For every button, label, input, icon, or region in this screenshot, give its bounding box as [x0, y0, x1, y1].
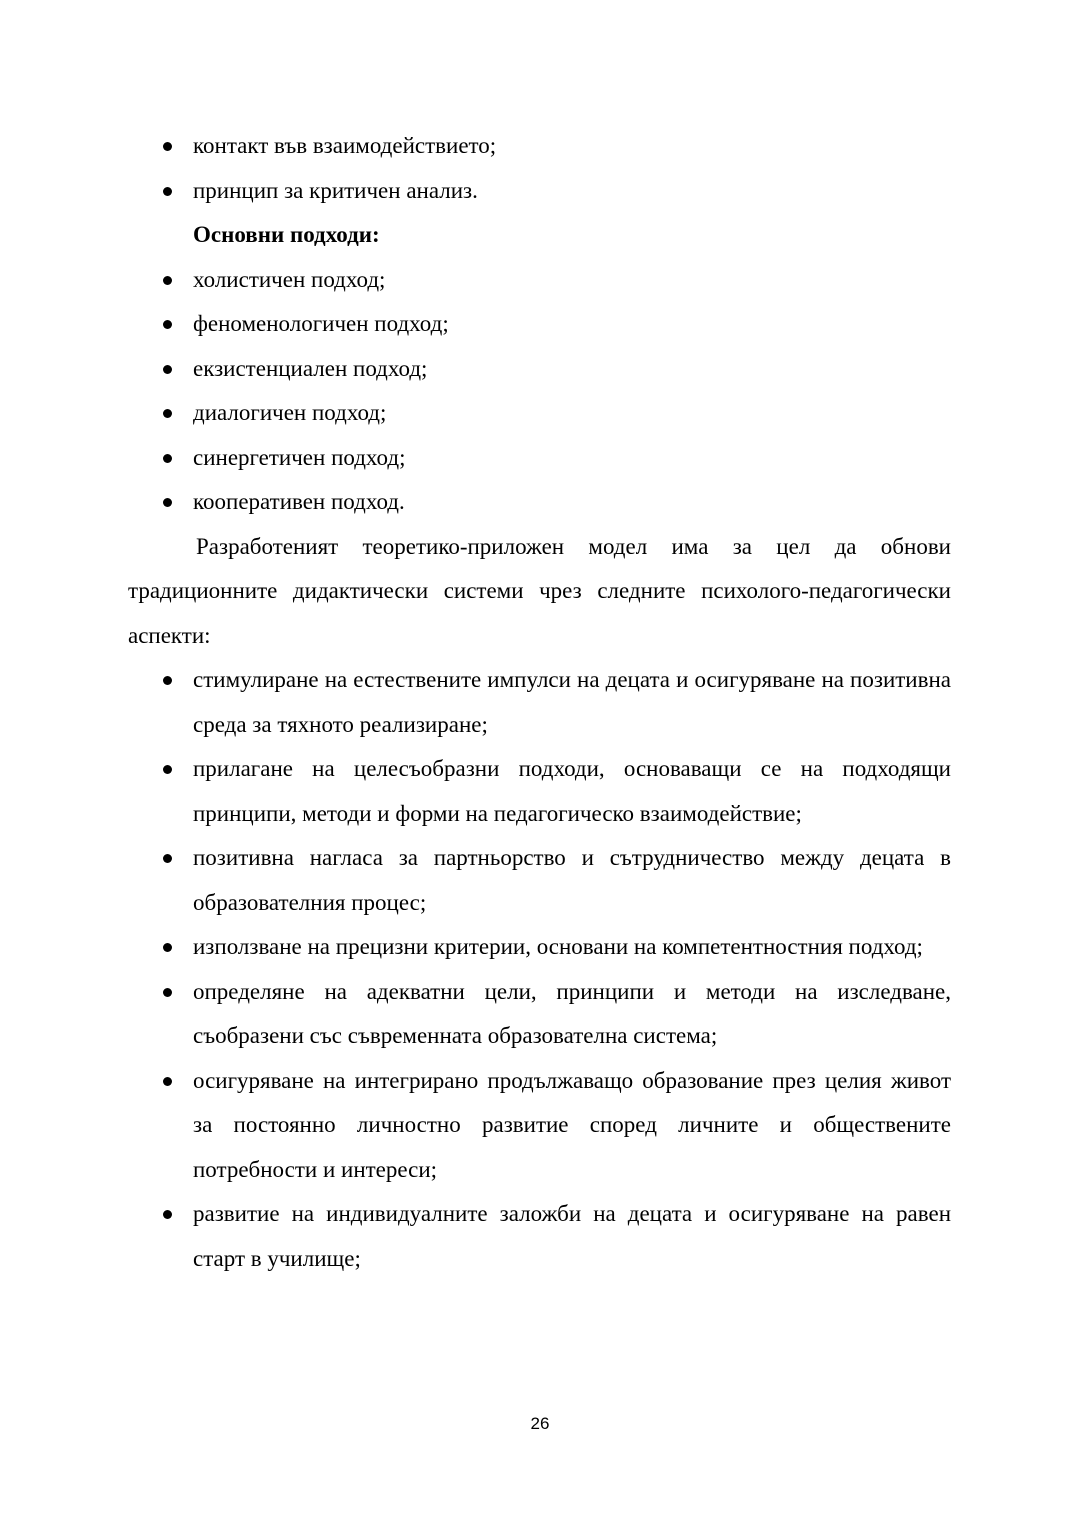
list-item	[128, 347, 951, 392]
list-item-text: синергетичен подход;	[193, 444, 406, 470]
list-item	[128, 258, 951, 303]
list-item	[128, 658, 951, 747]
list-item-text: развитие на индивидуалните заложби на децата и осигуряване на равен старт в училище;	[193, 1201, 951, 1271]
approaches-list	[128, 258, 951, 525]
list-item	[128, 836, 951, 925]
list-item-text: стимулиране на естествените импулси на децата и осигуряване на позитивна среда за тяхното реализиране;	[193, 667, 951, 737]
list-item-text: феноменологичен подход;	[193, 311, 449, 336]
principles-list	[128, 124, 951, 213]
bullet-icon	[163, 276, 172, 285]
bullet-icon	[163, 988, 172, 997]
list-item-text: контакт във взаимодействието;	[193, 133, 497, 158]
page-content	[128, 124, 951, 1281]
section-heading: Основни подходи:	[193, 222, 380, 247]
list-item	[128, 124, 951, 169]
list-item	[128, 480, 951, 525]
list-item-text: диалогичен подход;	[193, 400, 387, 425]
bullet-icon	[163, 676, 172, 685]
list-item-text: принцип за критичен анализ.	[193, 177, 478, 203]
list-item-text: екзистенциален подход;	[193, 355, 428, 381]
list-item	[128, 1192, 951, 1281]
bullet-icon	[163, 1077, 172, 1086]
bullet-icon	[163, 142, 172, 151]
bullet-icon	[163, 854, 172, 863]
list-item-text: кооперативен подход.	[193, 489, 405, 514]
list-item-text: холистичен подход;	[193, 266, 386, 292]
aspects-list	[128, 658, 951, 1281]
list-item	[128, 970, 951, 1059]
bullet-icon	[163, 943, 172, 952]
list-item	[128, 169, 951, 214]
bullet-icon	[163, 765, 172, 774]
list-item-text: използване на прецизни критерии, основани на компетентностния подход;	[193, 934, 923, 959]
page-number: 26	[530, 1414, 550, 1433]
bullet-icon	[163, 454, 172, 463]
bullet-icon	[163, 498, 172, 507]
bullet-icon	[163, 187, 172, 196]
bullet-icon	[163, 320, 172, 329]
bullet-icon	[163, 365, 172, 374]
list-item	[128, 925, 951, 970]
body-paragraph: Разработеният теоретико-приложен модел има за цел да обнови традиционните дидактически системи чрез следните психолого-педагогически аспекти:	[128, 533, 951, 648]
list-item-text: прилагане на целесъобразни подходи, основаващи се на подходящи принципи, методи и форми на педагогическо взаимодействие;	[193, 756, 951, 826]
list-item	[128, 1059, 951, 1193]
list-item-text: определяне на адекватни цели, принципи и методи на изследване, съобразени със съвременната образователна система;	[193, 978, 951, 1048]
list-item-text: позитивна нагласа за партньорство и сътрудничество между децата в образователния процес;	[193, 845, 951, 915]
list-item	[128, 747, 951, 836]
list-item	[128, 436, 951, 481]
bullet-icon	[163, 1210, 172, 1219]
list-item	[128, 391, 951, 436]
list-item	[128, 302, 951, 347]
list-item-text: осигуряване на интегрирано продължаващо образование през целия живот за постоянно личностно развитие според личните и обществените потребности и интереси;	[193, 1067, 951, 1182]
bullet-icon	[163, 409, 172, 418]
